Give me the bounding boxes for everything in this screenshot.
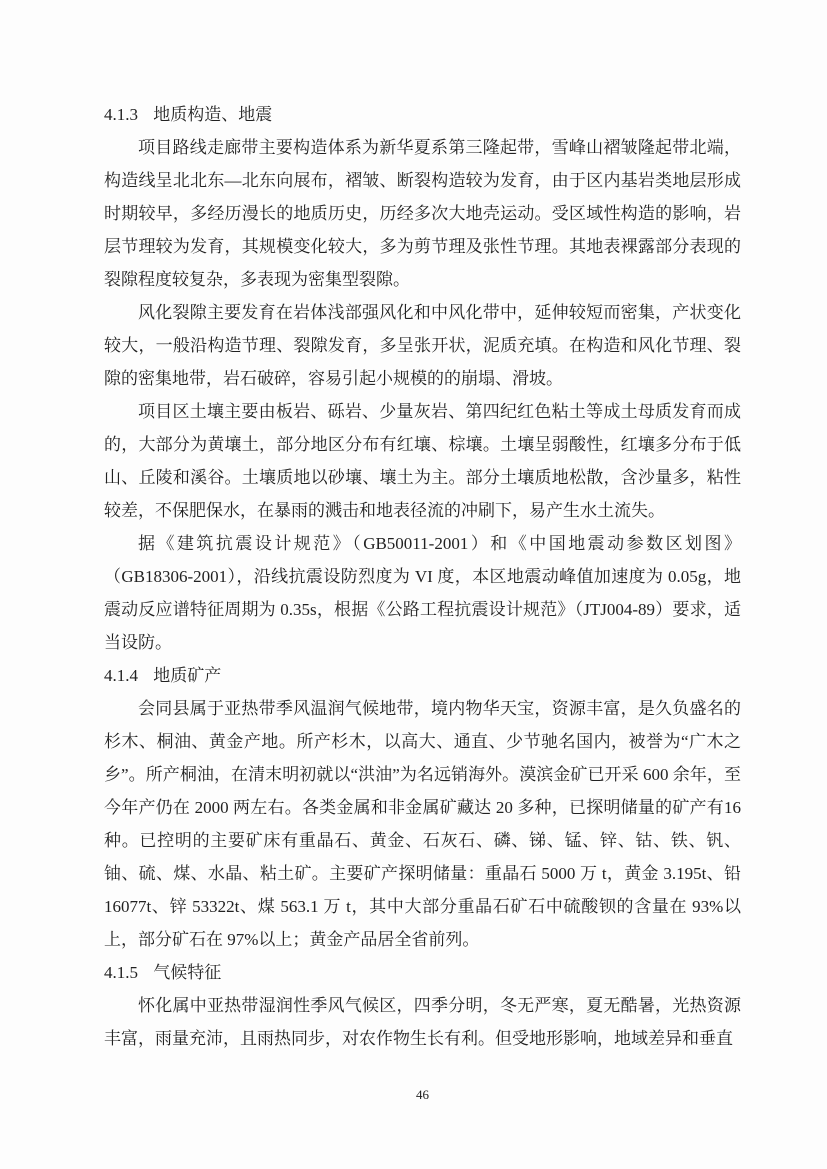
section-heading-4-1-5 xyxy=(104,956,741,989)
page-content xyxy=(104,98,741,1055)
page-number: 46 xyxy=(416,1087,429,1102)
section-heading-4-1-4 xyxy=(104,659,741,692)
section-title: 地质构造、地震 xyxy=(153,105,273,124)
section-number: 4.1.3 xyxy=(104,105,138,124)
section-title: 地质矿产 xyxy=(153,666,222,685)
paragraph-seismic-code: 据《建筑抗震设计规范》（GB50011-2001）和《中国地震动参数区划图》（GB18306-2001），沿线抗震设防烈度为 VI 度，本区地震动峰值加速度为 0.05g，地震动反应谱特征周期为 0.35s，根据《公路工程抗震设计规范》（JTJ004-89）要求，适当设防。 xyxy=(104,534,741,652)
paragraph-soil: 项目区土壤主要由板岩、砾岩、少量灰岩、第四纪红色粘土等成土母质发育而成的，大部分为黄壤土，部分地区分布有红壤、棕壤。土壤呈弱酸性，红壤多分布于低山、丘陵和溪谷。土壤质地以砂壤、壤土为主。部分土壤质地松散，含沙量多，粘性较差，不保肥保水，在暴雨的溅击和地表径流的冲刷下，易产生水土流失。 xyxy=(104,402,741,520)
section-heading-4-1-3 xyxy=(104,98,741,131)
section-title: 气候特征 xyxy=(153,963,222,982)
section-number: 4.1.4 xyxy=(104,666,138,685)
section-number: 4.1.5 xyxy=(104,963,138,982)
paragraph-minerals: 会同县属于亚热带季风温润气候地带，境内物华天宝，资源丰富，是久负盛名的杉木、桐油、黄金产地。所产杉木，以高大、通直、少节驰名国内，被誉为“广木之乡”。所产桐油，在清末明初就以“洪油”为名远销海外。漠滨金矿已开采 600 余年，至今年产仍在 2000 两左右。各类金属和非金属矿藏达 20 多种，已探明储量的矿产有16种。已控明的主要矿床有重晶石、黄金、石灰石、磷、锑、锰、锌、钴、铁、钒、铀、硫、煤、水晶、粘土矿。主要矿产探明储量：重晶石 5000 万 t，黄金 3.195t、铅 16077t、锌 53322t、煤 563.1 万 t，其中大部分重晶石矿石中硫酸钡的含量在 93%以上，部分矿石在 97%以上；黄金产品居全省前列。 xyxy=(104,699,741,949)
paragraph-weathering-fissures: 风化裂隙主要发育在岩体浅部强风化和中风化带中，延伸较短而密集，产状变化较大，一般沿构造节理、裂隙发育，多呈张开状，泥质充填。在构造和风化节理、裂隙的密集地带，岩石破碎，容易引起小规模的的崩塌、滑坡。 xyxy=(104,303,741,388)
paragraph-geology-structure: 项目路线走廊带主要构造体系为新华夏系第三隆起带，雪峰山褶皱隆起带北端，构造线呈北北东—北东向展布，褶皱、断裂构造较为发育，由于区内基岩类地层形成时期较早，多经历漫长的地质历史，历经多次大地壳运动。受区域性构造的影响，岩层节理较为发育，其规模变化较大，多为剪节理及张性节理。其地表裸露部分表现的裂隙程度较复杂，多表现为密集型裂隙。 xyxy=(104,138,741,289)
paragraph-climate: 怀化属中亚热带湿润性季风气候区，四季分明，冬无严寒，夏无酷暑，光热资源丰富，雨量充沛，且雨热同步，对农作物生长有利。但受地形影响，地域差异和垂直 xyxy=(104,996,741,1048)
page-footer xyxy=(104,1086,741,1104)
